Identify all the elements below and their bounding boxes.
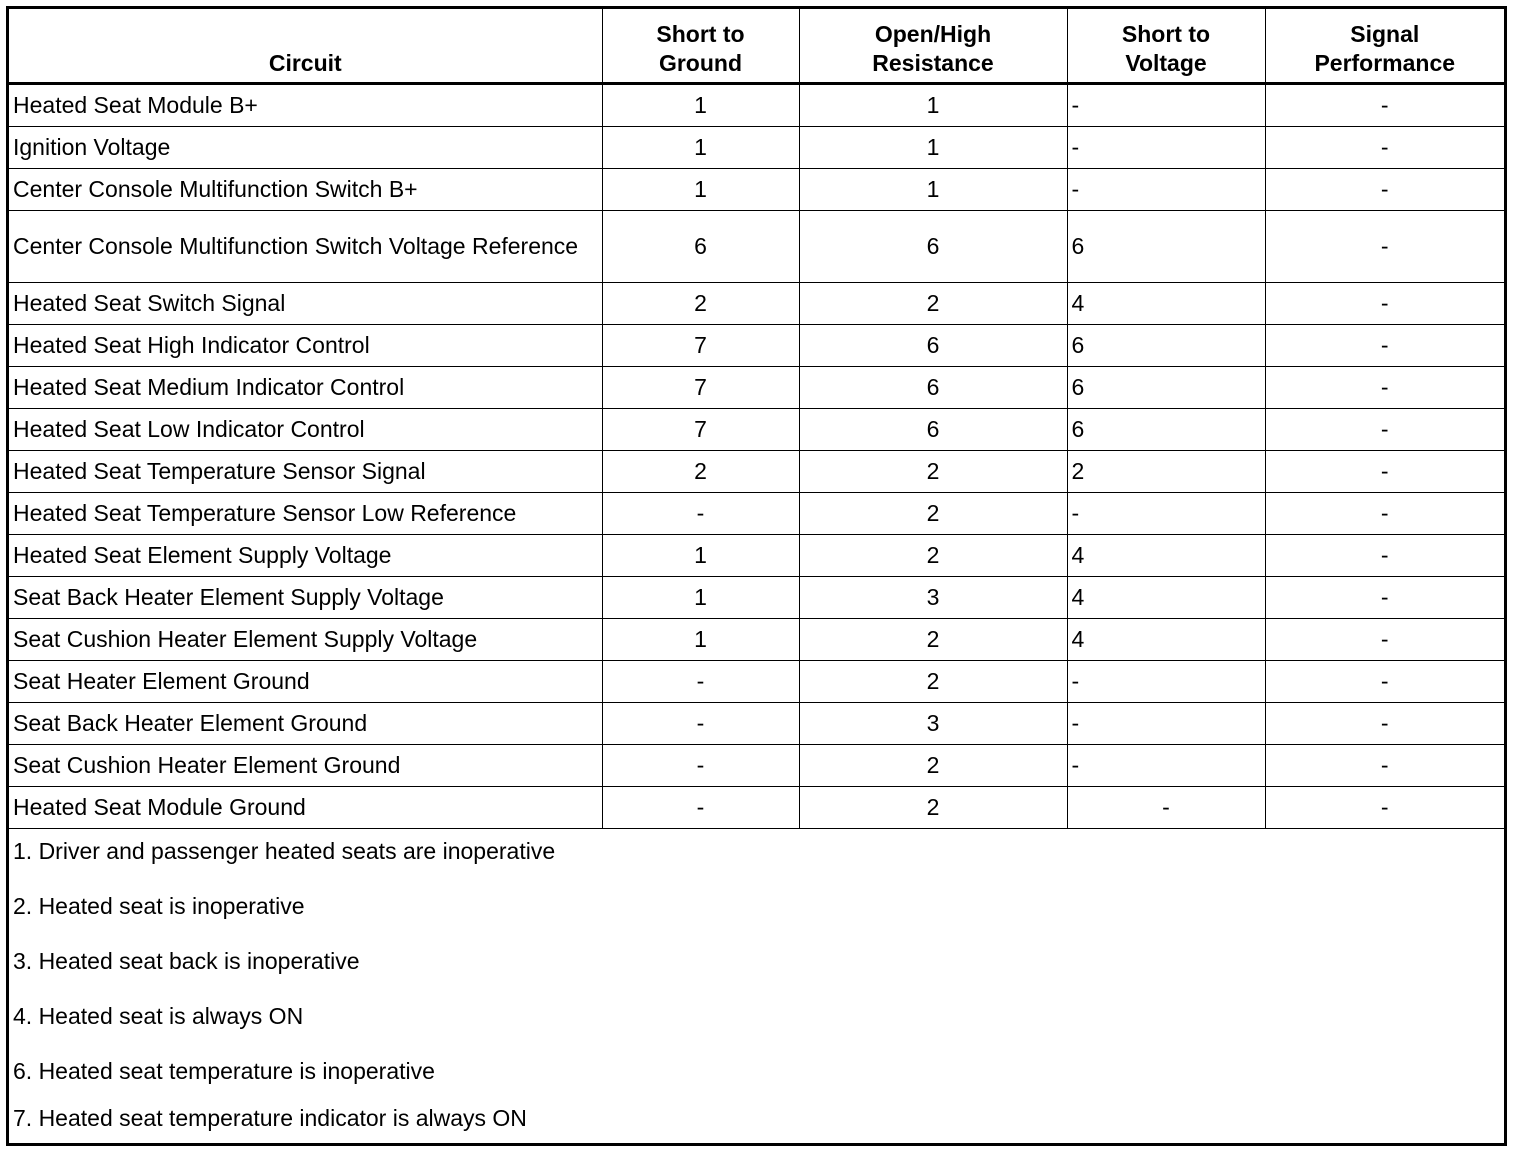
cell-signal-performance: - (1265, 787, 1504, 829)
cell-open-high-resistance: 2 (799, 661, 1067, 703)
cell-circuit: Heated Seat Module Ground (9, 787, 602, 829)
footnote: 3. Heated seat back is inoperative (13, 948, 360, 974)
cell-signal-performance: - (1265, 211, 1504, 283)
cell-open-high-resistance: 2 (799, 745, 1067, 787)
cell-open-high-resistance: 6 (799, 409, 1067, 451)
cell-open-high-resistance: 2 (799, 283, 1067, 325)
table-row (9, 409, 1504, 451)
cell-open-high-resistance: 6 (799, 367, 1067, 409)
cell-short-to-voltage: 2 (1067, 451, 1265, 493)
cell-short-to-voltage: 4 (1067, 619, 1265, 661)
footnote: 1. Driver and passenger heated seats are inoperative (13, 838, 556, 864)
table-row (9, 745, 1504, 787)
cell-signal-performance: - (1265, 127, 1504, 169)
cell-signal-performance: - (1265, 745, 1504, 787)
cell-short-to-ground: 1 (602, 84, 799, 127)
cell-circuit: Center Console Multifunction Switch B+ (9, 169, 602, 211)
table-row (9, 367, 1504, 409)
footnote: 2. Heated seat is inoperative (13, 893, 305, 919)
cell-circuit: Heated Seat Temperature Sensor Low Reference (9, 493, 602, 535)
cell-circuit: Heated Seat Low Indicator Control (9, 409, 602, 451)
cell-short-to-ground: 7 (602, 409, 799, 451)
table-row (9, 127, 1504, 169)
cell-open-high-resistance: 2 (799, 493, 1067, 535)
cell-short-to-ground: 7 (602, 325, 799, 367)
cell-signal-performance: - (1265, 493, 1504, 535)
table-row (9, 535, 1504, 577)
cell-short-to-ground: - (602, 745, 799, 787)
cell-signal-performance: - (1265, 367, 1504, 409)
table-row (9, 619, 1504, 661)
cell-short-to-voltage: - (1067, 127, 1265, 169)
table-row (9, 84, 1504, 127)
cell-open-high-resistance: 2 (799, 619, 1067, 661)
table-body (9, 84, 1504, 829)
cell-short-to-voltage: - (1067, 661, 1265, 703)
fault-symptom-table (9, 9, 1504, 1145)
cell-circuit: Heated Seat High Indicator Control (9, 325, 602, 367)
cell-open-high-resistance: 2 (799, 451, 1067, 493)
cell-circuit: Seat Back Heater Element Ground (9, 703, 602, 745)
cell-circuit: Center Console Multifunction Switch Voltage Reference (9, 211, 602, 283)
footnote: 6. Heated seat temperature is inoperative (13, 1058, 435, 1084)
cell-circuit: Heated Seat Medium Indicator Control (9, 367, 602, 409)
table-row (9, 211, 1504, 283)
cell-short-to-voltage: - (1067, 493, 1265, 535)
cell-short-to-voltage: - (1067, 703, 1265, 745)
header-signal-performance: Signal Performance (1265, 9, 1504, 84)
cell-signal-performance: - (1265, 619, 1504, 661)
cell-signal-performance: - (1265, 703, 1504, 745)
cell-circuit: Seat Heater Element Ground (9, 661, 602, 703)
cell-open-high-resistance: 1 (799, 84, 1067, 127)
table-row (9, 169, 1504, 211)
cell-short-to-ground: 1 (602, 127, 799, 169)
cell-short-to-voltage: 6 (1067, 211, 1265, 283)
cell-short-to-voltage: - (1067, 745, 1265, 787)
cell-short-to-ground: 2 (602, 451, 799, 493)
table-row (9, 493, 1504, 535)
cell-circuit: Heated Seat Module B+ (9, 84, 602, 127)
cell-circuit: Heated Seat Temperature Sensor Signal (9, 451, 602, 493)
cell-circuit: Seat Cushion Heater Element Supply Voltage (9, 619, 602, 661)
cell-short-to-voltage: 6 (1067, 409, 1265, 451)
cell-circuit: Seat Back Heater Element Supply Voltage (9, 577, 602, 619)
cell-signal-performance: - (1265, 325, 1504, 367)
footnote: 4. Heated seat is always ON (13, 1003, 304, 1029)
cell-signal-performance: - (1265, 535, 1504, 577)
cell-short-to-voltage: 4 (1067, 535, 1265, 577)
cell-signal-performance: - (1265, 451, 1504, 493)
cell-open-high-resistance: 2 (799, 535, 1067, 577)
cell-short-to-ground: - (602, 787, 799, 829)
cell-signal-performance: - (1265, 409, 1504, 451)
table-row (9, 661, 1504, 703)
cell-circuit: Heated Seat Switch Signal (9, 283, 602, 325)
cell-short-to-ground: 6 (602, 211, 799, 283)
cell-short-to-voltage: - (1067, 84, 1265, 127)
table-row (9, 577, 1504, 619)
notes-row (9, 829, 1504, 1145)
header-open-high-resistance: Open/High Resistance (799, 9, 1067, 84)
cell-open-high-resistance: 3 (799, 577, 1067, 619)
header-short-to-ground: Short to Ground (602, 9, 799, 84)
cell-short-to-voltage: 6 (1067, 325, 1265, 367)
cell-signal-performance: - (1265, 661, 1504, 703)
cell-signal-performance: - (1265, 169, 1504, 211)
cell-signal-performance: - (1265, 577, 1504, 619)
header-row (9, 9, 1504, 84)
table-row (9, 703, 1504, 745)
cell-circuit: Ignition Voltage (9, 127, 602, 169)
table-row (9, 787, 1504, 829)
cell-signal-performance: - (1265, 283, 1504, 325)
header-circuit: Circuit (9, 9, 602, 84)
cell-short-to-ground: 7 (602, 367, 799, 409)
cell-short-to-ground: 1 (602, 535, 799, 577)
cell-short-to-ground: - (602, 703, 799, 745)
table-row (9, 283, 1504, 325)
cell-short-to-voltage: 4 (1067, 283, 1265, 325)
footnote: 7. Heated seat temperature indicator is always ON (13, 1105, 527, 1131)
cell-short-to-ground: 1 (602, 169, 799, 211)
cell-signal-performance: - (1265, 84, 1504, 127)
cell-circuit: Heated Seat Element Supply Voltage (9, 535, 602, 577)
cell-short-to-ground: - (602, 493, 799, 535)
notes-cell (9, 829, 1504, 1145)
cell-open-high-resistance: 1 (799, 169, 1067, 211)
cell-circuit: Seat Cushion Heater Element Ground (9, 745, 602, 787)
notes-list (9, 829, 1504, 1144)
cell-open-high-resistance: 1 (799, 127, 1067, 169)
cell-short-to-voltage: 6 (1067, 367, 1265, 409)
cell-open-high-resistance: 3 (799, 703, 1067, 745)
cell-short-to-voltage: - (1067, 787, 1265, 829)
circuit-fault-table (6, 6, 1507, 1146)
cell-short-to-voltage: 4 (1067, 577, 1265, 619)
cell-short-to-voltage: - (1067, 169, 1265, 211)
cell-short-to-ground: 1 (602, 619, 799, 661)
cell-short-to-ground: - (602, 661, 799, 703)
cell-open-high-resistance: 2 (799, 787, 1067, 829)
cell-open-high-resistance: 6 (799, 211, 1067, 283)
table-row (9, 325, 1504, 367)
table-row (9, 451, 1504, 493)
cell-short-to-ground: 2 (602, 283, 799, 325)
cell-open-high-resistance: 6 (799, 325, 1067, 367)
header-short-to-voltage: Short to Voltage (1067, 9, 1265, 84)
cell-short-to-ground: 1 (602, 577, 799, 619)
